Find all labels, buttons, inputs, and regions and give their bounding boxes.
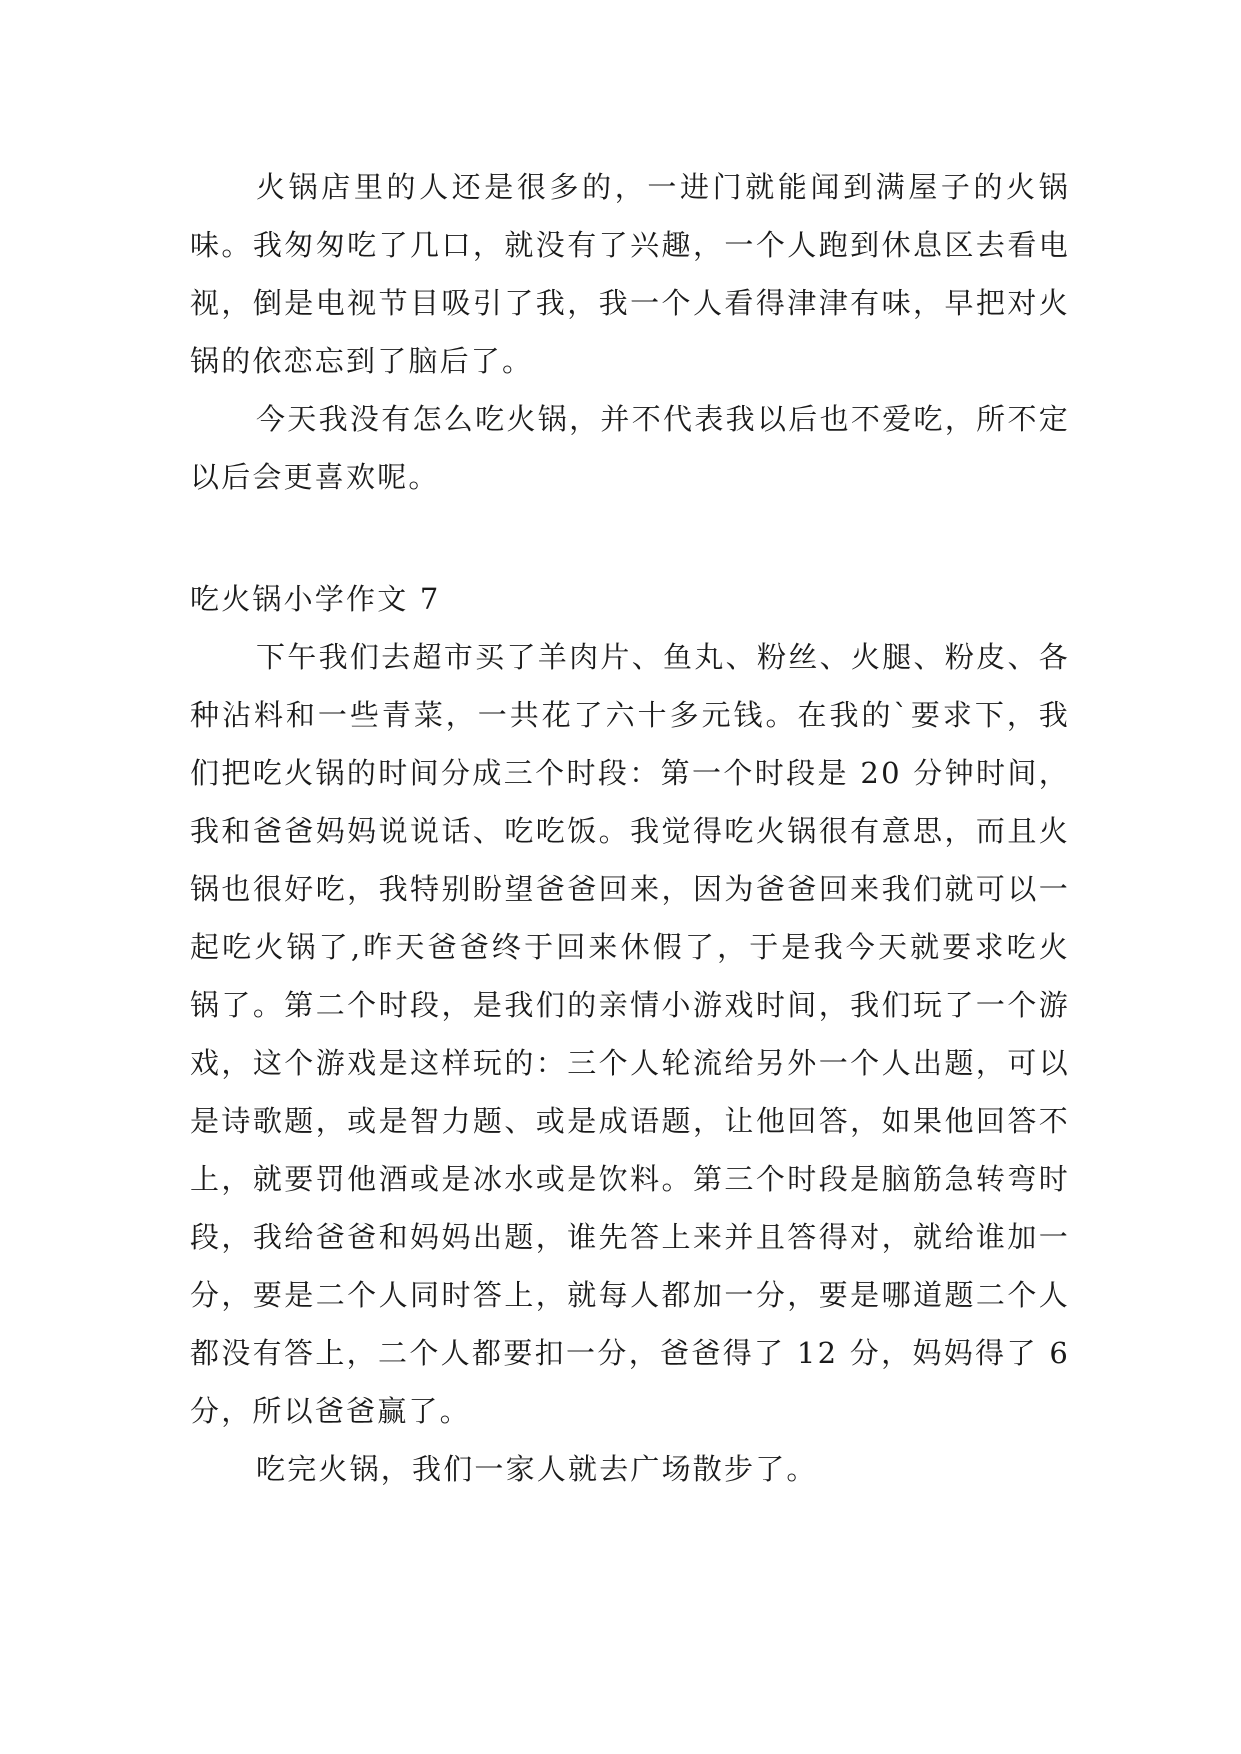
- paragraph: 今天我没有怎么吃火锅，并不代表我以后也不爱吃，所不定以后会更喜欢呢。: [190, 402, 1070, 494]
- paragraph: 下午我们去超市买了羊肉片、鱼丸、粉丝、火腿、粉皮、各种沾料和一些青菜，一共花了六十多元钱。在我的`要求下，我们把吃火锅的时间分成三个时段：第一个时段是 20 分钟时间，我和爸爸妈妈说说话、吃吃饭。我觉得吃火锅很有意思，而且火锅也很好吃，我特别盼望爸爸回来，因为爸爸回来我们就可以一起吃火锅了,昨天爸爸终于回来休假了，于是我今天就要求吃火锅了。第二个时段，是我们的亲情小游戏时间，我们玩了一个游戏，这个游戏是这样玩的：三个人轮流给另外一个人出题，可以是诗歌题，或是智力题、或是成语题，让他回答，如果他回答不上，就要罚他酒或是冰水或是饮料。第三个时段是脑筋急转弯时段，我给爸爸和妈妈出题，谁先答上来并且答得对，就给谁加一分，要是二个人同时答上，就每人都加一分，要是哪道题二个人都没有答上，二个人都要扣一分，爸爸得了 12 分，妈妈得了 6 分，所以爸爸赢了。: [190, 640, 1070, 1428]
- paragraph: 火锅店里的人还是很多的，一进门就能闻到满屋子的火锅味。我匆匆吃了几口，就没有了兴趣，一个人跑到休息区去看电视，倒是电视节目吸引了我，我一个人看得津津有味，早把对火锅的依恋忘到了脑后了。: [190, 170, 1070, 378]
- document-body: [190, 158, 1070, 1498]
- paragraph: 吃完火锅，我们一家人就去广场散步了。: [256, 1452, 818, 1486]
- section-spacer: [190, 506, 1070, 570]
- section-title: 吃火锅小学作文 7: [190, 582, 441, 616]
